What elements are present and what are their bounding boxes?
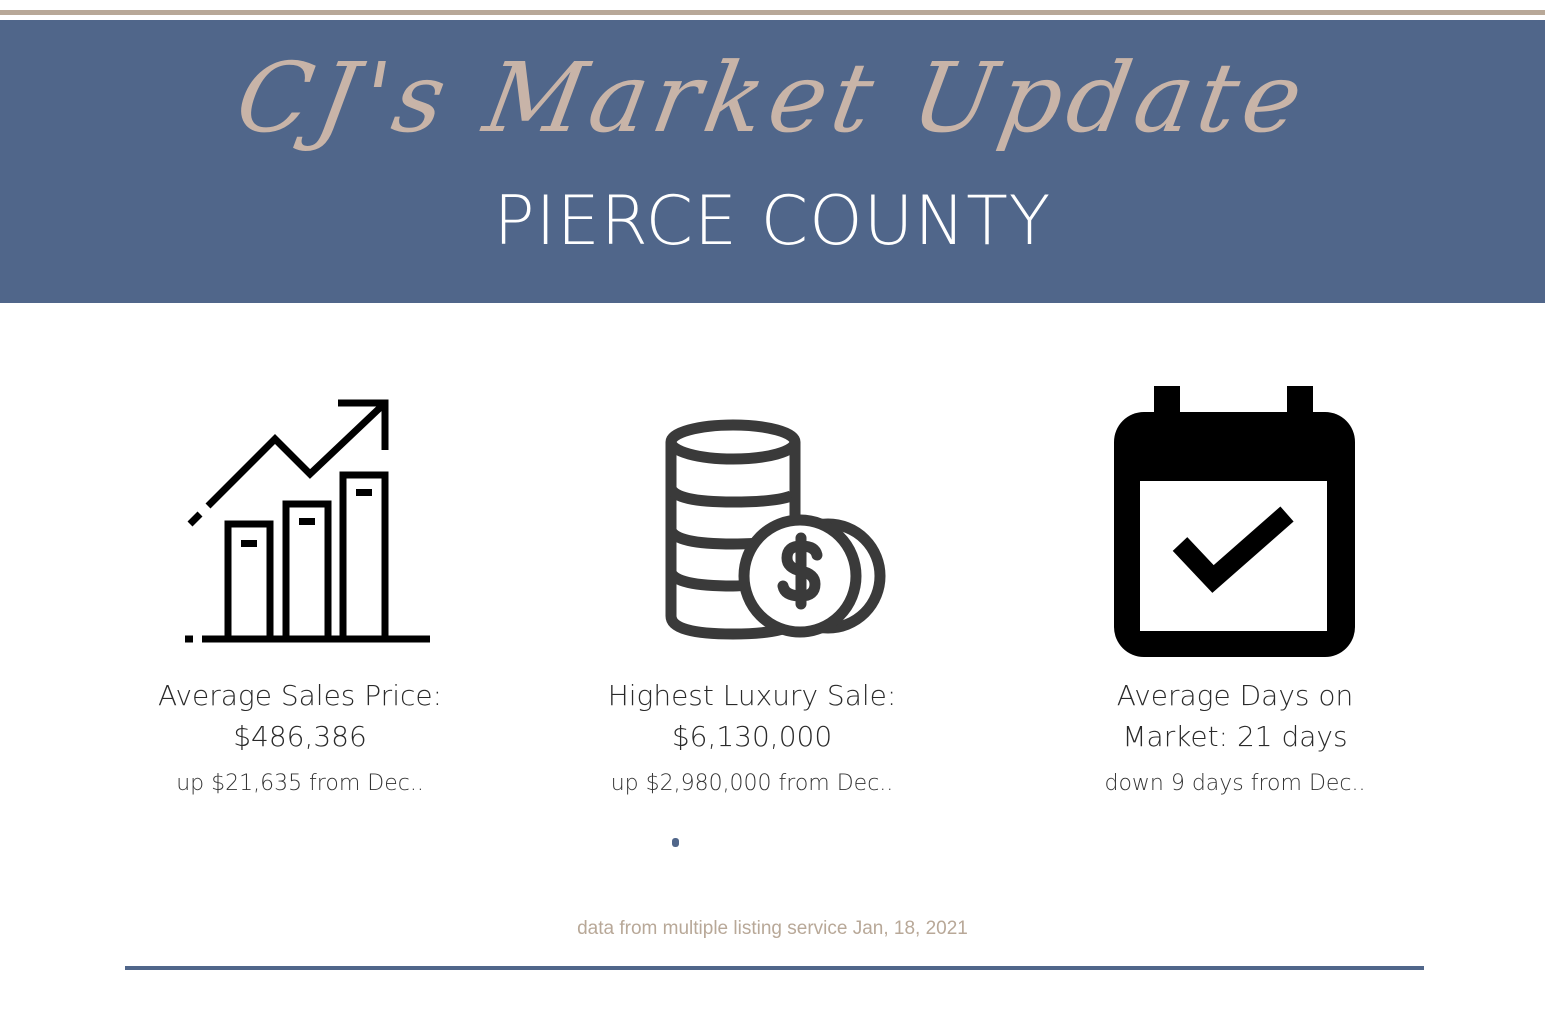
data-source-footnote: data from multiple listing service Jan, 18, 2021	[577, 918, 968, 939]
stat-change: up $2,980,000 from Dec..	[610, 771, 894, 796]
bottom-rule	[125, 966, 1424, 970]
stat-change: down 9 days from Dec..	[1104, 771, 1366, 796]
top-accent-rule	[0, 10, 1545, 15]
county-title: PIERCE COUNTY	[493, 182, 1052, 261]
decorative-dot	[672, 838, 679, 847]
calendar-check-icon	[1112, 384, 1357, 660]
stat-average-sales-price	[80, 675, 520, 796]
stat-average-days-on-market	[1015, 675, 1455, 796]
header-banner	[0, 20, 1545, 303]
stat-change: up $21,635 from Dec..	[176, 771, 424, 796]
stat-headline: Highest Luxury Sale: $6,130,000	[607, 679, 897, 753]
script-title: CJ's Market Update	[228, 42, 1317, 154]
stat-highest-luxury-sale	[532, 675, 972, 796]
coins-dollar-icon	[665, 418, 890, 646]
dollar-sign	[783, 538, 817, 604]
bar-chart-growth-icon	[180, 395, 435, 645]
stat-headline: Average Days on Market: 21 days	[1116, 679, 1354, 753]
stat-headline: Average Sales Price: $486,386	[157, 679, 443, 753]
